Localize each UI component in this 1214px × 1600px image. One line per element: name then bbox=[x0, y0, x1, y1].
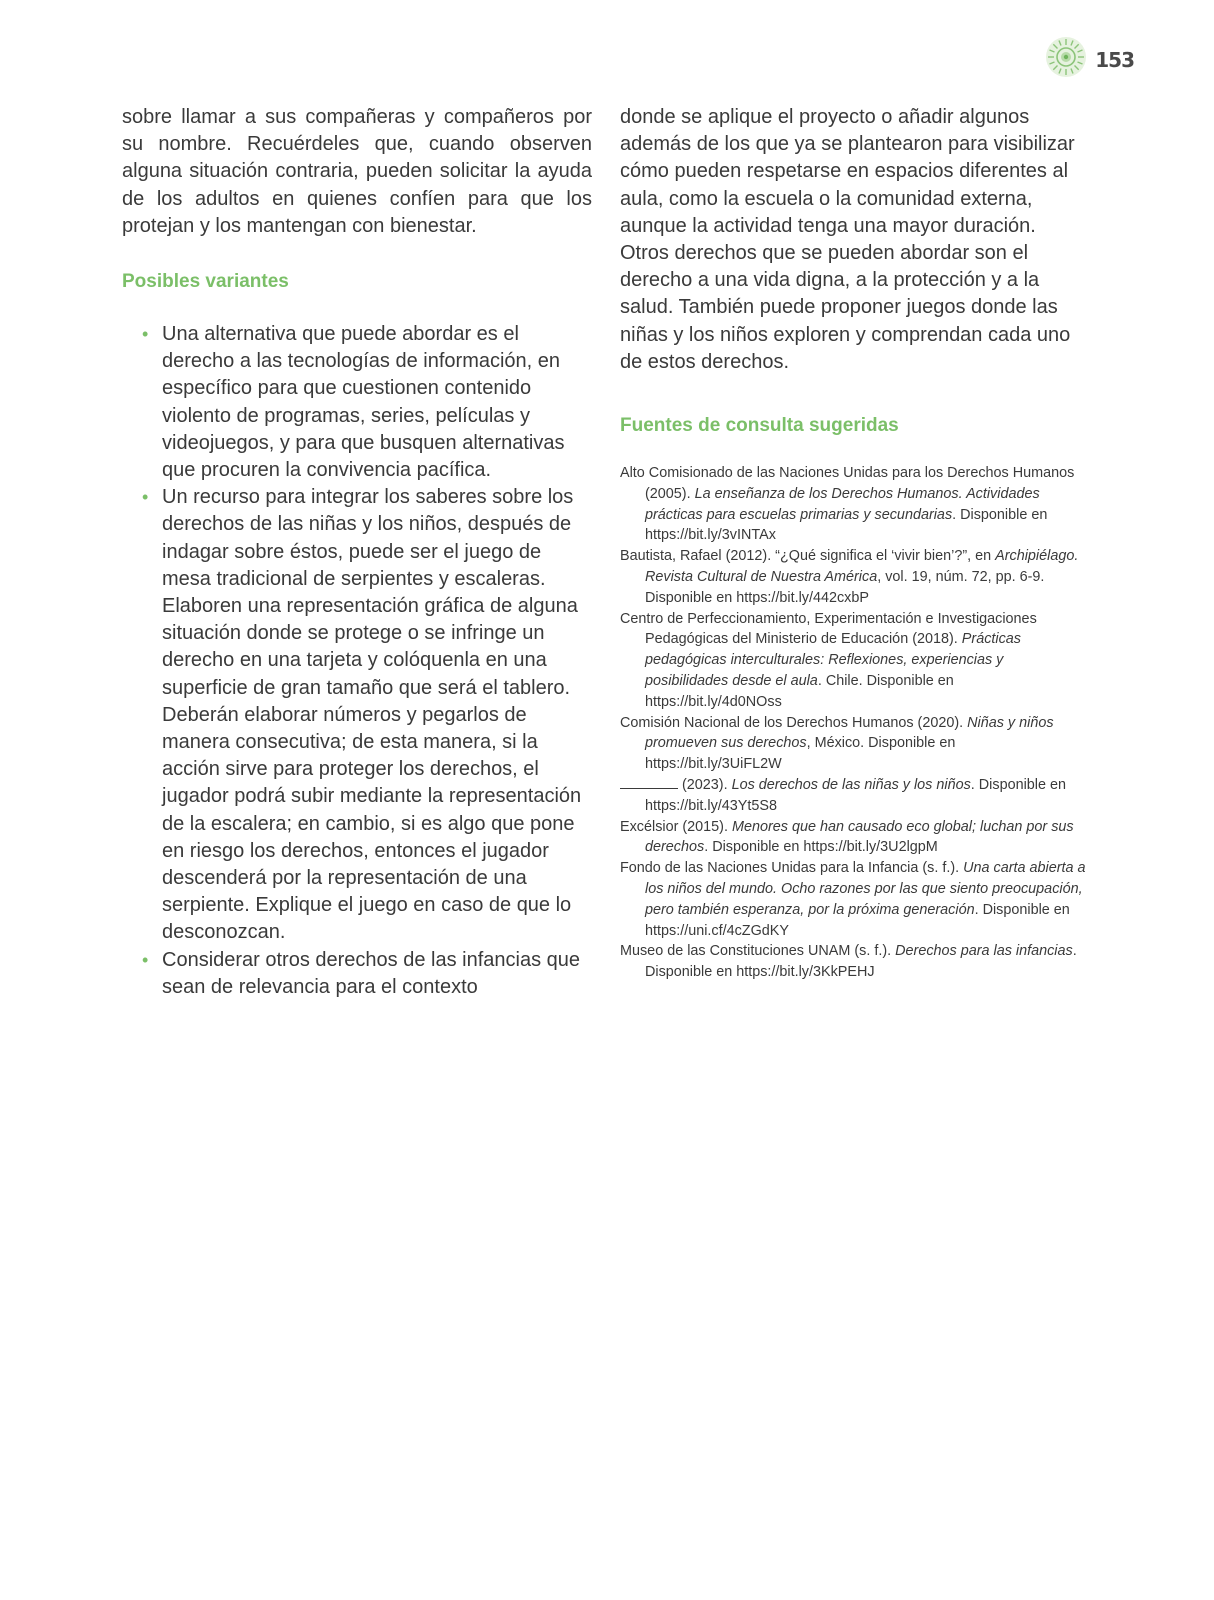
reference-item: (2023). Los derechos de las niñas y los niños. Disponible en https://bit.ly/43Yt5S8 bbox=[620, 775, 1090, 817]
emblem-icon bbox=[1045, 36, 1087, 83]
list-item: • Un recurso para integrar los saberes sobre los derechos de las niñas y los niños, después de indagar sobre éstos, puede ser el juego de mesa tradicional de serpientes y escaleras. Elaboren una representación gráfica de alguna situación donde se protege o se infringe un derecho en una tarjeta y colóquenla en una superficie de gran tamaño que será el tablero. Deberán elaborar números y pegarlos de manera consecutiva; de esta manera, si la acción sirve para proteger los derechos, el jugador podrá subir mediante la representación de la escalera; en cambio, si es algo que pone en riesgo los derechos, entonces el jugador descenderá por la representación de una serpiente. Explique el juego en caso de que lo desconozcan. bbox=[162, 484, 592, 946]
intro-paragraph: sobre llamar a sus compañeras y compañeros por su nombre. Recuérdeles que, cuando observen alguna situación contraria, pueden solicitar la ayuda de los adultos en quienes confíen para que los protejan y los mantengan con bienestar. bbox=[122, 106, 592, 237]
section-heading-variants: Posibles variantes bbox=[122, 271, 289, 293]
reference-item: Museo de las Constituciones UNAM (s. f.). Derechos para las infancias. Disponible en https://bit.ly/3KkPEHJ bbox=[620, 943, 1077, 981]
left-column bbox=[122, 104, 592, 1001]
author-repeat-line bbox=[620, 776, 678, 789]
list-item: • Una alternativa que puede abordar es el derecho a las tecnologías de información, en específico para que cuestionen contenido violento de programas, series, películas y videojuegos, y para que busquen alternativas que procuren la convivencia pacífica. bbox=[162, 321, 592, 484]
reference-item: Comisión Nacional de los Derechos Humanos (2020). Niñas y niños promueven sus derechos, México. Disponible en https://bit.ly/3UiFL2W bbox=[620, 714, 1054, 773]
page-number: 153 bbox=[1095, 47, 1134, 72]
variants-list bbox=[122, 321, 592, 1001]
reference-item: Fondo de las Naciones Unidas para la Infancia (s. f.). Una carta abierta a los niños del mundo. Ocho razones por las que siento preocupación, pero también esperanza, por la próxima generación. Disponible en https://uni.cf/4cZGdKY bbox=[620, 860, 1086, 939]
reference-item: Centro de Perfeccionamiento, Experimentación e Investigaciones Pedagógicas del Ministerio de Educación (2018). Prácticas pedagógicas interculturales: Reflexiones, experiencias y posibilidades desde el aula. Chile. Disponible en https://bit.ly/4d0NOss bbox=[620, 610, 1037, 710]
page-header bbox=[1045, 36, 1134, 83]
continuation-paragraph: donde se aplique el proyecto o añadir algunos además de los que ya se plantearon para visibilizar cómo pueden respetarse en espacios diferentes al aula, como la escuela o la comunidad externa, aunque la actividad tenga una mayor duración. Otros derechos que se pueden abordar son el derecho a una vida digna, a la protección y a la salud. También puede proponer juegos donde las niñas y los niños exploren y comprendan cada uno de estos derechos. bbox=[620, 106, 1075, 373]
list-item: • Considerar otros derechos de las infancias que sean de relevancia para el contexto bbox=[162, 947, 592, 1001]
right-column bbox=[620, 104, 1090, 983]
reference-item: Bautista, Rafael (2012). “¿Qué significa el ‘vivir bien’?”, en Archipiélago. Revista Cultural de Nuestra América, vol. 19, núm. 72, pp. 6-9. Disponible en https://bit.ly/442cxbP bbox=[620, 548, 1079, 606]
references-list bbox=[620, 463, 1090, 983]
reference-item: Alto Comisionado de las Naciones Unidas para los Derechos Humanos (2005). La enseñanza de los Derechos Humanos. Actividades prácticas para escuelas primarias y secundarias. Disponible en https://bit.ly/3vINTAx bbox=[620, 465, 1075, 544]
reference-item: Excélsior (2015). Menores que han causado eco global; luchan por sus derechos. Disponible en https://bit.ly/3U2lgpM bbox=[620, 818, 1074, 856]
section-heading-sources: Fuentes de consulta sugeridas bbox=[620, 415, 899, 437]
